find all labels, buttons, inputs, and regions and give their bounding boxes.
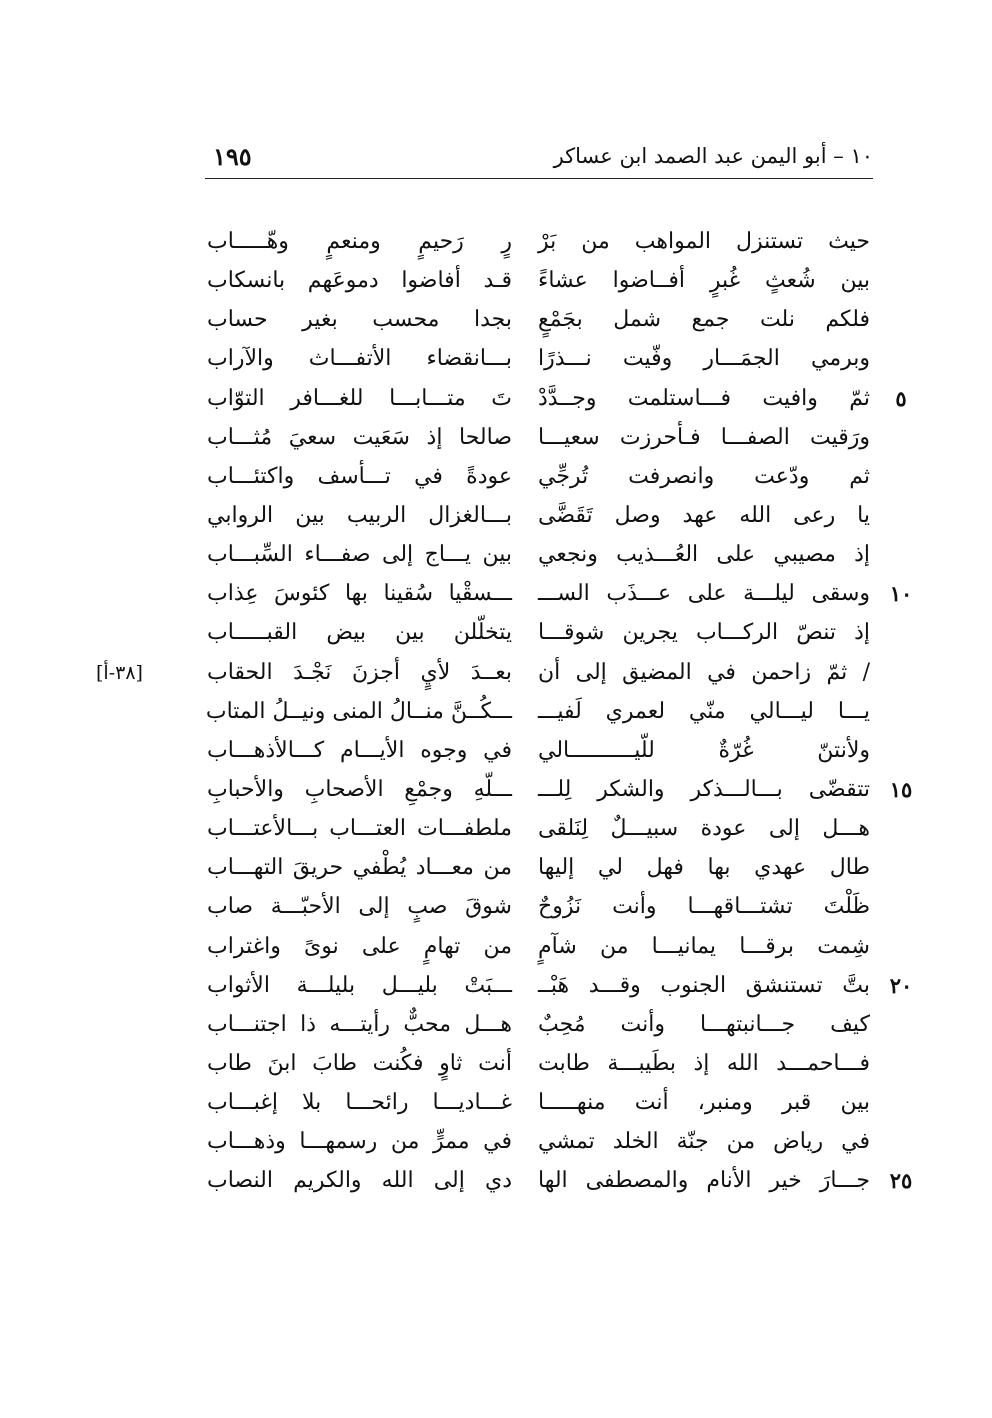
verse-number <box>884 261 918 300</box>
second-hemistich: غـــاديـــا رائحـــا بلا إغبـــاب <box>207 1090 512 1116</box>
first-hemistich: حيث تستنزل المواهب من بَرْ <box>538 229 870 254</box>
verse-number <box>884 887 918 926</box>
first-hemistich: بين قبر ومنبر، أنت منهـــــا <box>538 1090 870 1116</box>
second-hemistich: ـــبَتْ بليـــل بليلـــة الأثواب <box>207 972 512 998</box>
verse-number: ١٠ <box>889 581 913 607</box>
first-hemistich: فلكم نلت جمع شمل بجَمْعٍ <box>538 307 870 333</box>
second-hemistich: بعــدَ لأيٍ أجزنَ نَجْـدَ الحقاب <box>207 659 512 685</box>
verse-number <box>884 692 918 731</box>
second-hemistich: أنت ثاوٍ فكُنت طابَ ابنَ طاب <box>207 1050 512 1076</box>
verse-line <box>0 809 992 848</box>
verse-number <box>884 535 918 574</box>
first-hemistich: يـــا ليـــالي منّي لعمري لَفيـــ <box>538 698 870 724</box>
second-hemistich: بجدا محسب بغير حساب <box>207 307 512 333</box>
verse-number <box>884 222 918 261</box>
verse-number <box>884 496 918 535</box>
first-hemistich: إذ مصيبي على العُـــذيب ونجعي <box>538 542 870 568</box>
second-hemistich: رٍ رَحيمٍ ومنعمٍ وهّـــــاب <box>207 229 512 254</box>
manuscript-folio-note: [٣٨-أ] <box>96 662 143 684</box>
verse-line <box>0 692 992 731</box>
second-hemistich: ـــسقْيا سُقينا بها كئوسَ عِذاب <box>207 581 512 607</box>
second-hemistich: ـــكُــنَّ منــالُ المنى ونيــلُ المتاب <box>205 698 512 724</box>
verse-number <box>884 653 918 692</box>
first-hemistich: ورَقيت الصفـــا فـأحرزت سعيـــا <box>538 424 870 450</box>
verse-line <box>0 261 992 300</box>
second-hemistich: في ممرٍّ من رسمهـــا وذهـــاب <box>207 1129 512 1155</box>
verse-line <box>0 653 992 692</box>
verse-line <box>0 300 992 339</box>
verse-line <box>0 1161 992 1200</box>
verse-line <box>0 457 992 496</box>
verse-line <box>0 927 992 966</box>
first-hemistich: في رياض من جنّة الخلد تمشي <box>538 1129 870 1155</box>
verse-line <box>0 1005 992 1044</box>
verse-line <box>0 613 992 652</box>
first-hemistich: وبرمي الجمَـــار وفّيت نـــذرًا <box>538 346 870 372</box>
verse-number <box>884 731 918 770</box>
second-hemistich: قـد أفاضوا دموعَهم بانسكاب <box>207 268 512 294</box>
verse-line <box>0 1122 992 1161</box>
verse-number <box>884 339 918 378</box>
second-hemistich: بين يـــاج إلى صفـــاء السِّبـــاب <box>207 542 512 568</box>
verse-line <box>0 574 992 613</box>
verse-number <box>884 457 918 496</box>
verse-line <box>0 770 992 809</box>
first-hemistich: / ثمّ زاحمن في المضيق إلى أن <box>538 659 870 685</box>
second-hemistich: بـــالغزال الربيب بين الروابي <box>207 502 512 528</box>
first-hemistich: وسقى ليلـــة على عـــذَب الســـ <box>538 581 870 607</box>
second-hemistich: عودةً في تـــأسف واكتئـــاب <box>207 463 512 489</box>
second-hemistich: هـــل محبٌّ رأيتـــه ذا اجتنـــاب <box>207 1011 512 1037</box>
verse-number <box>884 1083 918 1122</box>
second-hemistich: من معـــاد يُطْفي حريقَ التهـــاب <box>207 855 512 881</box>
second-hemistich: صالحا إذ سَعَيت سعيَ مُثـــاب <box>207 424 512 450</box>
first-hemistich: بتَّ تستنشق الجنوب وقـــد هَبْــ <box>538 972 870 998</box>
verse-line <box>0 1044 992 1083</box>
verse-number: ١٥ <box>889 776 913 802</box>
verse-number <box>884 848 918 887</box>
verse-number <box>884 613 918 652</box>
verse-number: ٢٠ <box>889 972 913 998</box>
first-hemistich: طال عهدي بها فهل لي إليها <box>538 855 870 881</box>
verse-number: ٥ <box>895 385 907 411</box>
first-hemistich: ظَلْتَ تشتـــاقهـــا وأنت نَزُوحٌ <box>538 894 870 920</box>
verse-line <box>0 887 992 926</box>
verse-line <box>0 379 992 418</box>
verse-line <box>0 966 992 1005</box>
running-title: ١٠ – أبو اليمن عبد الصمد ابن عساكر <box>553 144 873 168</box>
page-number: ١٩٥ <box>213 142 252 171</box>
poem <box>0 222 992 1201</box>
verse-line <box>0 222 992 261</box>
verse-number <box>884 1005 918 1044</box>
verse-line <box>0 731 992 770</box>
second-hemistich: بـــانقضاء الأتفـــاث والآراب <box>207 346 512 372</box>
verse-number <box>884 927 918 966</box>
first-hemistich: شِمت برقـــا يمانيـــا من شآمٍ <box>538 933 870 959</box>
verse-number <box>884 1044 918 1083</box>
verse-line <box>0 496 992 535</box>
verse-line <box>0 535 992 574</box>
verse-line <box>0 848 992 887</box>
verse-number <box>884 418 918 457</box>
second-hemistich: دي إلى الله والكريم النصاب <box>207 1168 512 1194</box>
verse-number <box>884 1122 918 1161</box>
first-hemistich: ثم ودّعت وانصرفت تُرجِّي <box>538 463 870 489</box>
first-hemistich: إذ تنصّ الركـــاب يجرين شوقـــا <box>538 620 870 646</box>
verse-line <box>0 339 992 378</box>
first-hemistich: ثمّ وافيت فـــاستلمت وجــدَّدْ <box>538 385 870 411</box>
second-hemistich: تَ متـــابـــا للغـــافر التوّاب <box>207 385 512 411</box>
second-hemistich: ـــلّهِ وجمْعِ الأصحابِ والأحبابِ <box>207 776 512 802</box>
second-hemistich: في وجوه الأيـــام كـــالأذهـــاب <box>207 737 512 763</box>
second-hemistich: يتخلّلن بين بيض القبـــــاب <box>207 620 512 646</box>
verse-line <box>0 1083 992 1122</box>
first-hemistich: كيف جـــانبتهـــا وأنت مُحِبٌ <box>538 1011 870 1037</box>
first-hemistich: يا رعى الله عهد وصل تَقَضَّى <box>538 502 870 528</box>
second-hemistich: شوقَ صبٍ إلى الأحبّـــة صاب <box>207 894 512 920</box>
first-hemistich: تتقضّى بـــالـــذكر والشكر لِلـــ <box>538 776 870 802</box>
first-hemistich: ولأنتنّ غُرّةٌ للّيــــــــــالي <box>538 737 870 763</box>
first-hemistich: جـــارَ خير الأنام والمصطفى الها <box>538 1168 870 1194</box>
verse-line <box>0 418 992 457</box>
first-hemistich: بين شُعثٍ غُبرٍ أفــاضوا عشاءً <box>538 268 870 294</box>
verse-number <box>884 300 918 339</box>
page-header <box>205 138 873 179</box>
second-hemistich: ملطفـــات العتـــاب بـــالأعتـــاب <box>207 816 512 842</box>
second-hemistich: من تهامٍ على نوىً واغتراب <box>207 933 512 959</box>
verse-number <box>884 809 918 848</box>
first-hemistich: فـــاحمـــد الله إذ بطَيبـــة طابت <box>538 1050 870 1076</box>
first-hemistich: هـــل إلى عودة سبيـــلٌ لِنَلقى <box>538 816 870 842</box>
verse-number: ٢٥ <box>889 1168 913 1194</box>
